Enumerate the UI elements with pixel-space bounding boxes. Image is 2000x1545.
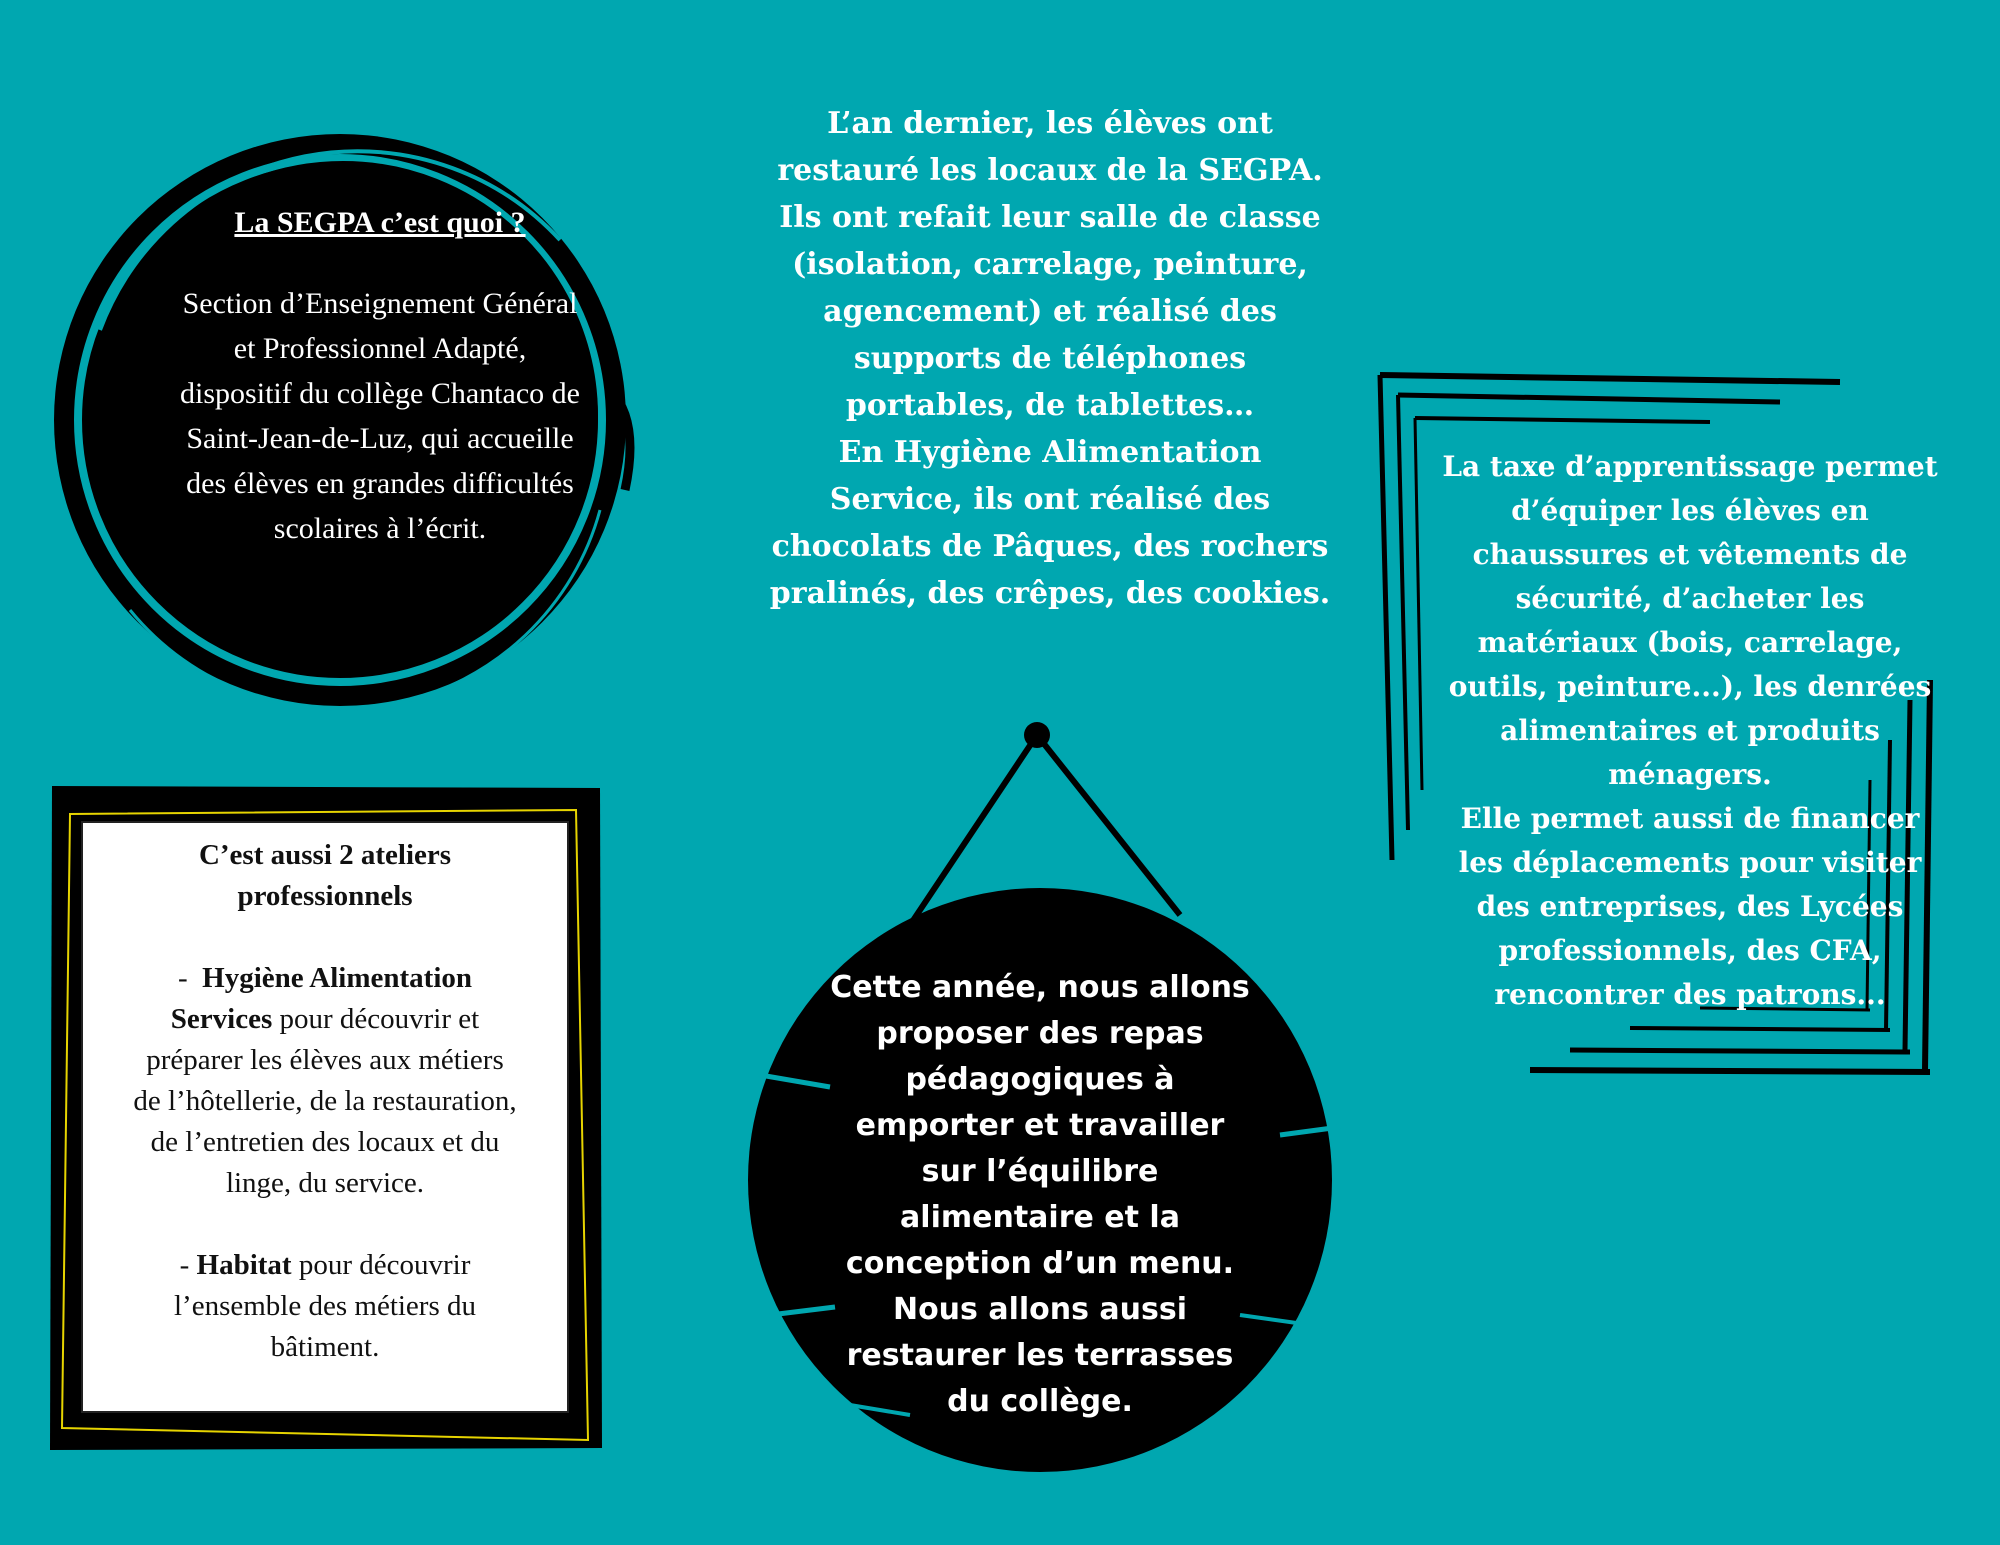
this-year-line: Nous allons aussi <box>892 1292 1188 1327</box>
this-year-line: proposer des repas <box>876 1016 1204 1051</box>
segpa-title: La SEGPA c’est quoi ? <box>234 206 526 239</box>
tax-line: La taxe d’apprentissage permet <box>1442 450 1938 483</box>
this-year-line: conception d’un menu. <box>845 1246 1235 1281</box>
apprenticeship-tax-block <box>1440 445 1940 1017</box>
tax-line: Elle permet aussi de financer <box>1460 802 1920 835</box>
tax-line: les déplacements pour visiter <box>1458 846 1922 879</box>
last-year-line: restauré les locaux de la SEGPA. <box>777 153 1323 188</box>
workshop-item-line: l’ensemble des métiers du <box>174 1290 476 1322</box>
tax-line: matériaux (bois, carrelage, <box>1477 626 1903 659</box>
workshop-item-line: - Habitat pour découvrir <box>179 1249 471 1281</box>
segpa-line: Section d’Enseignement Général <box>182 287 578 320</box>
workshops-title <box>80 835 570 917</box>
segpa-line: des élèves en grandes difficultés <box>186 467 574 500</box>
tax-line: chaussures et vêtements de <box>1472 538 1908 571</box>
workshops-title-line: C’est aussi 2 ateliers <box>198 839 452 871</box>
segpa-line: scolaires à l’écrit. <box>273 512 487 545</box>
last-year-block <box>760 100 1340 617</box>
tax-line: ménagers. <box>1608 758 1772 791</box>
this-year-line: pédagogiques à <box>905 1062 1175 1097</box>
workshop-name: Hygiène Alimentation <box>202 962 473 994</box>
last-year-line: En Hygiène Alimentation <box>838 435 1262 470</box>
this-year-line: Cette année, nous allons <box>830 970 1250 1005</box>
segpa-line: dispositif du collège Chantaco de <box>180 377 580 410</box>
last-year-line: (isolation, carrelage, peinture, <box>792 247 1308 282</box>
workshop-desc: pour découvrir et <box>279 1003 480 1035</box>
this-year-line: emporter et travailler <box>855 1108 1225 1143</box>
workshop-item-line: de l’hôtellerie, de la restauration, <box>133 1085 517 1117</box>
this-year-line: du collège. <box>947 1384 1133 1419</box>
workshop-item-line <box>80 999 570 1040</box>
last-year-line: L’an dernier, les élèves ont <box>827 106 1273 141</box>
tax-line: alimentaires et produits <box>1500 714 1880 747</box>
tax-line: professionnels, des CFA, <box>1498 934 1882 967</box>
tax-line: rencontrer des patrons... <box>1494 978 1886 1011</box>
workshop-name: Services <box>170 1003 273 1035</box>
this-year-line: restaurer les terrasses <box>846 1338 1234 1373</box>
workshop-item-line: préparer les élèves aux métiers <box>146 1044 504 1076</box>
workshops-title-line: professionnels <box>237 880 413 912</box>
segpa-line: Saint-Jean-de-Luz, qui accueille <box>186 422 574 455</box>
workshop-item-line: de l’entretien des locaux et du <box>150 1126 500 1158</box>
last-year-line: pralinés, des crêpes, des cookies. <box>769 576 1331 611</box>
workshop-desc: pour découvrir <box>298 1249 471 1281</box>
workshop-name: Habitat <box>196 1249 292 1281</box>
tax-line: outils, peinture...), les denrées <box>1448 670 1932 703</box>
tax-line: d’équiper les élèves en <box>1511 494 1869 527</box>
workshop-item-line: bâtiment. <box>270 1331 380 1363</box>
last-year-line: Ils ont refait leur salle de classe <box>779 200 1321 235</box>
this-year-block <box>810 965 1270 1425</box>
last-year-line: Service, ils ont réalisé des <box>829 482 1271 517</box>
tax-line: sécurité, d’acheter les <box>1515 582 1865 615</box>
last-year-line: supports de téléphones <box>853 341 1247 376</box>
segpa-intro-block <box>120 200 640 551</box>
segpa-line: et Professionnel Adapté, <box>233 332 527 365</box>
workshop-item-line: - Hygiène Alimentation <box>177 962 473 994</box>
last-year-line: portables, de tablettes… <box>845 388 1255 423</box>
tax-line: des entreprises, des Lycées <box>1476 890 1904 923</box>
this-year-line: alimentaire et la <box>900 1200 1180 1235</box>
workshop-item-line: linge, du service. <box>225 1167 425 1199</box>
last-year-line: chocolats de Pâques, des rochers <box>771 529 1329 564</box>
this-year-line: sur l’équilibre <box>921 1154 1159 1189</box>
last-year-line: agencement) et réalisé des <box>823 294 1277 329</box>
workshops-block <box>80 835 570 1368</box>
